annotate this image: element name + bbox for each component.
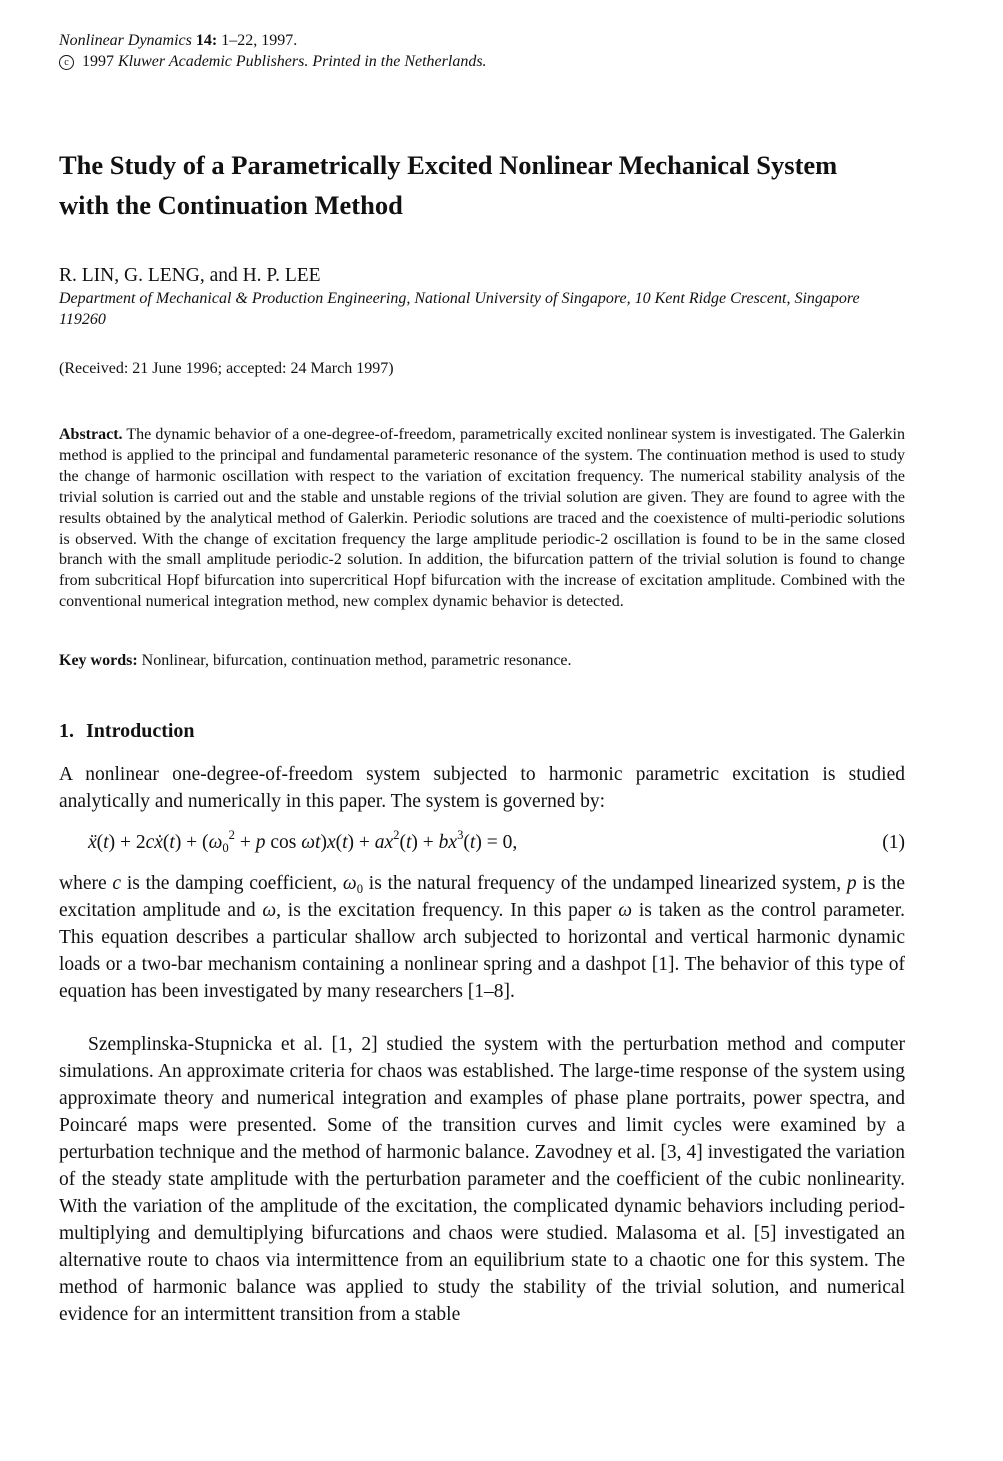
journal-name: Nonlinear Dynamics — [59, 32, 192, 49]
abstract — [59, 425, 905, 613]
received-dates: (Received: 21 June 1996; accepted: 24 March 1997) — [59, 360, 394, 377]
p2-text-5: , is the excitation frequency. In this paper — [276, 900, 619, 921]
copyright-year: 1997 — [78, 53, 118, 70]
journal-volume: 14: — [195, 32, 218, 49]
publisher: Kluwer Academic Publishers. Printed in the Netherlands. — [118, 53, 487, 70]
intro-paragraph-2 — [59, 870, 905, 1005]
equation-number: (1) — [882, 832, 905, 853]
p2-text-1: where — [59, 873, 113, 894]
intro-paragraph-1: A nonlinear one-degree-of-freedom system subjected to harmonic parametric excitation is studied analytically and numerically in this paper. The system is governed by: — [59, 764, 905, 812]
copyright-line — [59, 51, 487, 72]
intro-paragraph-3: Szemplinska-Stupnicka et al. [1, 2] studied the system with the perturbation method and computer simulations. An approximate criteria for chaos was established. The large-time response of the system using approximate theory and numerical integration and examples of phase plane portraits, power spectra, and Poincaré maps were presented. Some of the transition curves and limit cycles were examined by a perturbation technique and the method of harmonic balance. Zavodney et al. [3, 4] investigated the variation of the steady state amplitude with the perturbation parameter and the coefficient of the cubic nonlinearity. With the variation of the amplitude of the excitation, the complicated dynamic behaviors including period-multiplying and demultiplying bifurcations and chaos were studied. Malasoma et al. [5] investigated an alternative route to chaos via intermittence from an equilibrium state to a chaotic one for this system. The method of harmonic balance was applied to study the stability of the trivial solution, and numerical evidence for an intermittent transition from a stable — [59, 1034, 905, 1325]
var-omega: ω — [262, 900, 277, 921]
section-heading — [59, 718, 195, 744]
section-title: Introduction — [86, 720, 195, 742]
authors: R. LIN, G. LENG, and H. P. LEE — [59, 265, 321, 286]
paper-title: The Study of a Parametrically Excited Nonlinear Mechanical System with the Continuation Method — [59, 150, 838, 220]
section-number: 1. — [59, 720, 74, 742]
var-omega0-subscript: 0 — [356, 881, 364, 896]
p2-text-4: is the excitation amplitude and — [59, 873, 906, 921]
abstract-text: The dynamic behavior of a one-degree-of-freedom, parametrically excited nonlinear system is investigated. The Galerkin method is applied to the principal and fundamental parameteric resonance of the system. The continuation method is used to study the change of harmonic oscillation with respect to the variation of excitation frequency. The numerical stability analysis of the trivial solution is carried out and the stable and unstable regions of the trivial solution are given. They are found to agree with the results obtained by the analytical method of Galerkin. Periodic solutions are traced and the coexistence of multi-periodic solutions is observed. With the change of excitation frequency the large amplitude periodic-2 oscillation is found to be in the same closed branch with the small amplitude periodic-2 solution. In addition, the bifurcation pattern of the trivial solution is found to change from subcritical Hopf bifurcation into supercritical Hopf bifurcation with the increase of excitation amplitude. Combined with the conventional numerical integration method, new complex dynamic behavior is detected. — [59, 426, 905, 611]
keywords — [59, 650, 572, 671]
var-c: c — [112, 873, 122, 894]
journal-citation — [59, 30, 487, 51]
var-omega-control: ω — [618, 900, 633, 921]
p2-text-6: is taken as the control parameter. This equation describes a particular shallow arch subjected to horizontal and vertical harmonic dynamic loads or a two-bar mechanism containing a nonlinear spring and a dashpot [1]. The behavior of this type of equation has been investigated by many researchers [1–8]. — [59, 900, 906, 1002]
keywords-label: Key words: — [59, 652, 138, 669]
p2-text-2: is the damping coefficient, — [121, 873, 343, 894]
journal-pages-year: 1–22, 1997. — [217, 32, 298, 49]
keywords-text: Nonlinear, bifurcation, continuation method, parametric resonance. — [141, 652, 572, 669]
p2-text-3: is the natural frequency of the undamped linearized system, — [363, 873, 847, 894]
var-p: p — [846, 873, 857, 894]
equation-expression: ẍ(t) + 2cẋ(t) + ($\omega_0^2 + p$ $\cos \omega t)x(t) + ax^2(t) + bx^3(t) = 0$, — [88, 828, 518, 855]
abstract-label: Abstract. — [59, 426, 123, 443]
copyright-icon: c — [59, 55, 74, 70]
var-omega0: ω — [342, 873, 357, 894]
journal-header — [59, 30, 487, 72]
equation-1 — [59, 829, 905, 856]
affiliation: Department of Mechanical & Production Engineering, National University of Singapore, 10 Kent Ridge Crescent, Singapore 119260 — [59, 290, 860, 328]
